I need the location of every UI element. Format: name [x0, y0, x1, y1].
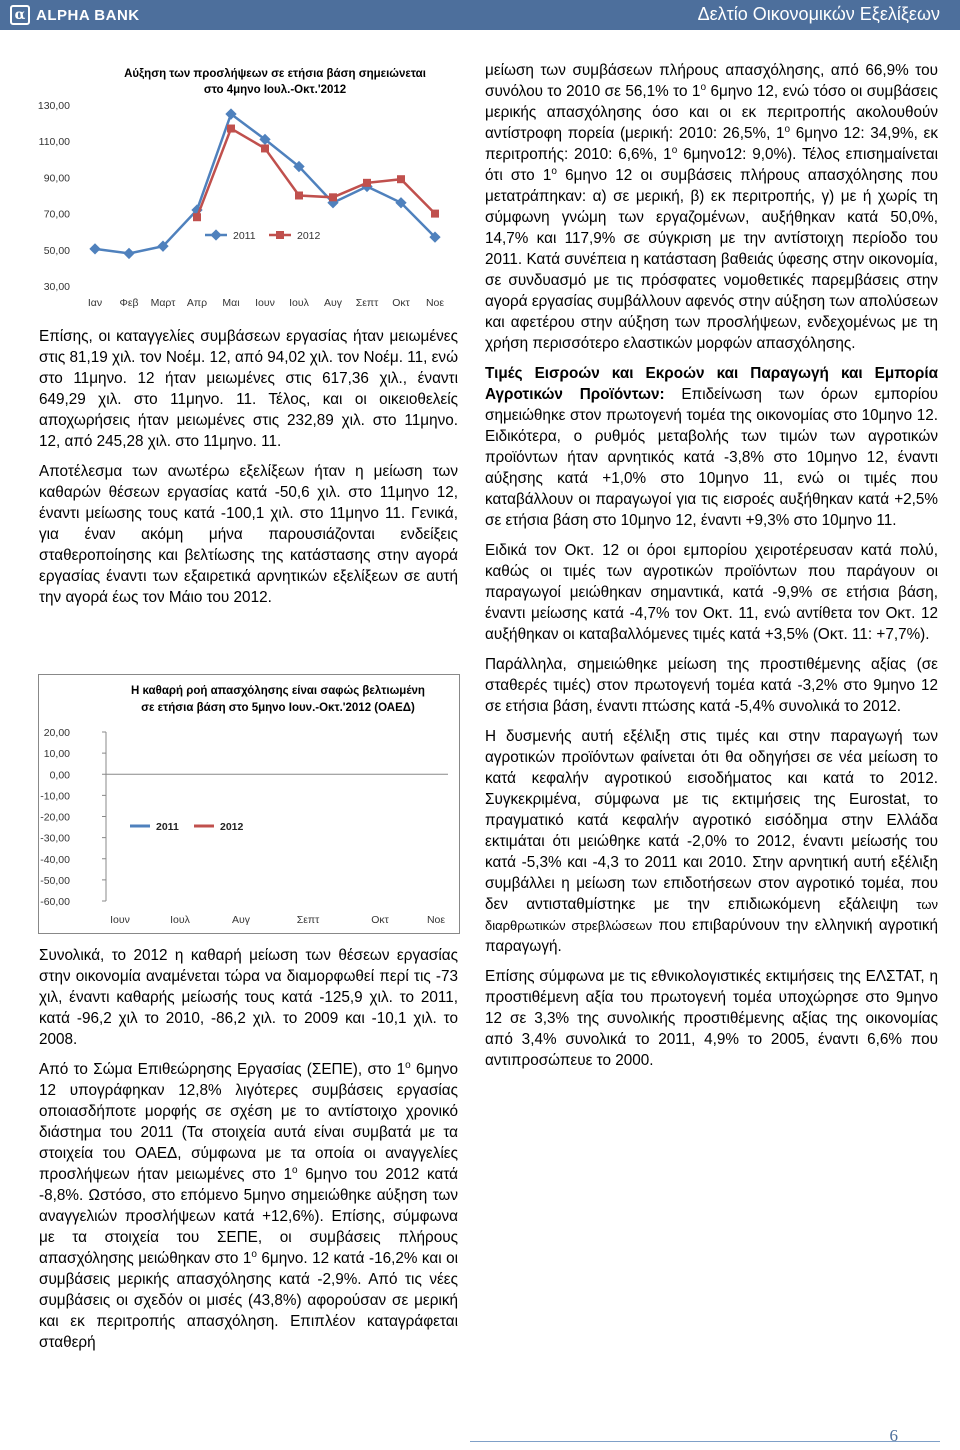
paragraph-october: Ειδικά τον Οκτ. 12 οι όροι εμπορίου χειροτέρευσαν κατά πολύ, καθώς οι τιμές των αγροτικών προϊόντων που παράγουν οι παραγωγοί μειώθηκαν σημαντικά, κατά -9,9% σε ετήσια βάση, έναντι μείωσης κατά -4,7% τον Οκτ. 11, ενώ αντίθετα τον Οκτ. 12 αυξήθηκαν οι καταβαλλόμενες τιμές κατά +3,5% (Οκτ. 11: +7,7%). [485, 542, 938, 643]
x-tick-label: Ιουλ [289, 297, 309, 309]
data-point-2012 [193, 213, 201, 221]
y-tick-label: -40,00 [40, 853, 70, 866]
x-tick-label: Νοε [426, 914, 446, 926]
footer-line [470, 1441, 940, 1442]
y-tick-label: -30,00 [40, 832, 70, 845]
sup: ο [251, 1248, 257, 1260]
x-tick-label: Ιουν [255, 297, 275, 309]
paragraph-agri-prices [485, 363, 938, 531]
data-point-2012 [431, 210, 439, 218]
data-point-2011 [123, 248, 134, 259]
data-point-2012 [295, 192, 303, 200]
alpha-logo-icon: α [10, 5, 30, 25]
document-title: Δελτίο Οικονομικών Εξελίξεων [697, 4, 940, 24]
y-tick-label: -60,00 [40, 896, 70, 908]
y-tick-label: 0,00 [49, 769, 70, 782]
y-tick-label: -50,00 [40, 874, 70, 887]
text-span: μείωση των συμβάσεων πλήρους απασχόλησης, από 66,9% του συνόλου το 2010 σε 56,1% το 1 [485, 62, 938, 100]
text-span: 6μηνο 12 οι συμβάσεις πλήρους απασχόλησης που μετατράπηκαν: α) σε μερική, β) εκ περιτροπής, γ) με ή χωρίς τη σύμφωνη γνώμη των εργαζομένων, αυξήθηκαν κατά 50,0%, 14,7% και 117,9% σε σύγκριση με την αντίστοιχη περίοδο του 2011. Κατά συνέπεια η κατάσταση βαθειάς ύφεσης στην οικονομία, σε συνδυασμό με τις πρόσφατες νομοθετικές παρεμβάσεις στην αγορά εργασίας συμβάλλουν αφενός στην αύξηση των απολύσεων και αφετέρου στην αύξηση των προσλήψεων, ενδεχομένως με τη χρήση περισσότερο ελαστικών μορφών απασχόλησης. [485, 167, 939, 352]
sup: ο [671, 144, 678, 156]
x-tick-label: Ιουν [110, 914, 130, 926]
x-tick-label: Ιουλ [170, 914, 190, 926]
text-span: 6μηνο. 12 κατά -16,2% και οι συμβάσεις μερικής απασχόλησης κατά -2,9%. Από τις νέες συμβάσεις οι σχεδόν οι μισές (43,8%) αφορούσαν σε μερική και εκ περιτροπής απασχόληση. Επιπλέον καταγράφεται σταθερή [39, 1250, 458, 1351]
x-tick-label: Απρ [186, 297, 208, 309]
x-tick-label: Οκτ [371, 914, 389, 926]
chart-title-line-1: Αύξηση των προσλήψεων σε ετήσια βάση σημειώνεται [124, 68, 426, 80]
chart-net-flow-svg [38, 674, 458, 932]
text-span: 6μηνο 12, ενώ τόσο οι συμβάσεις μερικής απασχόλησης όσο και οι εκ περιτροπής ακολουθούν αντίστροφη πορεία (μερική: 2010: 26,5%, 1 [485, 83, 938, 142]
paragraph-elstat: Επίσης σύμφωνα με τις εθνικολογιστικές εκτιμήσεις της ΕΛΣΤΑΤ, η προστιθέμενη αξία του πρωτογενή τομέα υποχώρησε στο 9μηνο 12 σε 3,3% της συνολικής προστιθέμενης αξίας της οικονομίας από 3,4% συνολικά το 2011, 4,9% το 2005, έναντι 6,6% που αντιπροσώπευε το 2000. [485, 968, 938, 1069]
text-span: 6μηνο 12 υπογράφηκαν 12,8% λιγότερες συμβάσεις εργασίας οποιασδήποτε μορφής σε σχέση με το αντίστοιχο χρονικό διάστημα του 2011 (Τα στοιχεία αυτά είναι συμβατά με τα στοιχεία του ΟΑΕΔ, σύμφωνα με τα οποία οι αναγγελίες προσλήψεων ήταν μειωμένες στο 1 [39, 1061, 458, 1183]
text-span: 6μηνο12: 9,0%). Τέλος επισημαίνεται ότι στο 1 [485, 146, 938, 184]
text-span-small: των διαρθρωτικών στρεβλώσεων [485, 897, 938, 933]
right-column [485, 60, 938, 1080]
chart-hires [30, 60, 460, 310]
left-column-bottom [39, 945, 458, 1362]
text-span: 6μηνο 12: 34,9%, εκ περιτροπής: 2010: 6,6%, 1 [485, 125, 938, 163]
y-tick-label: 10,00 [43, 748, 70, 761]
paragraph-value-added: Παράλληλα, σημειώθηκε μείωση της προστιθέμενης αξίας (σε σταθερές τιμές) στον πρωτογενή τομέα κατά -3,2% στο 9μηνο 12 σε ετήσια βάση, έναντι πτώσης κατά -5,4% συνολικά το 2012. [485, 656, 938, 715]
text-span: 6μηνο του 2012 κατά -8,8%. Ωστόσο, στο επόμενο 5μηνο σημειώθηκε αύξηση των αναγγελιών προσλήψεων κατά +12,6%). Επίσης, σύμφωνα με τα στοιχεία του ΣΕΠΕ, οι συμβάσεις πλήρους απασχόλησης μειώθηκαν στο 1 [39, 1166, 459, 1267]
x-tick-label: Σεπτ [355, 297, 379, 309]
x-tick-label: Οκτ [392, 297, 410, 309]
x-tick-label: Μαρτ [150, 297, 176, 309]
text-span: Η δυσμενής αυτή εξέλιξη στις τιμές και στην παραγωγή των αγροτικών προϊόντων φαίνεται ότι θα οδηγήσει σε νέα μείωση το κατά κεφαλήν αγροτικού εισοδήματος και κατά το 2012. Συγκεκριμένα, σύμφωνα με τις εκτιμήσεις της Eurostat, το πραγματικό κατά κεφαλήν αγροτικό εισόδημα στην Ελλάδα εκτιμάται ότι μειώθηκε κατά -2,0% το 2012, έναντι μείωσής του κατά -5,3% και -4,3 το 2011 και 2010. Στην αρνητική αυτή εξέλιξη συμβάλλει η μείωση των επιδοτήσεων στον αγροτικό τομέα, που δεν αντισταθμίστηκε με την επιδιωκόμενη εξάλειψη [485, 728, 938, 913]
y-tick-label: 90,00 [43, 172, 70, 185]
chart-title-line-1: Η καθαρή ροή απασχόλησης είναι σαφώς βελτιωμένη [131, 685, 425, 697]
y-tick-label: 130,00 [37, 100, 70, 112]
chart-hires-svg [30, 60, 460, 310]
paragraph-contracts [485, 60, 938, 354]
text-span: που επιβαρύνουν την ελληνική αγροτική παραγωγή. [485, 917, 938, 955]
paragraph-sepe [39, 1059, 458, 1353]
y-tick-label: 110,00 [38, 136, 70, 149]
sup: ο [551, 165, 557, 177]
left-column-top [39, 326, 458, 617]
page-number: 6 [889, 1426, 898, 1445]
data-point-2012 [227, 125, 235, 133]
x-tick-label: Σεπτ [296, 914, 320, 926]
legend-marker-2012 [276, 231, 284, 239]
legend-label-2012: 2012 [297, 230, 321, 242]
paragraph-net-jobs: Αποτέλεσμα των ανωτέρω εξελίξεων ήταν η μείωση των καθαρών θέσεων εργασίας κατά -50,6 χιλ. στο 11μηνο 12, έναντι μείωσης τους κατά -100,1 χιλ. στο 11μηνο 11. Γενικά, για έναν ακόμη μήνα παρουσιάζονται ενδείξεις σταθεροποίησης και βελτίωσης της κατάστασης στην αγορά εργασίας έναντι των εξαιρετικά αρνητικών εξελίξεων σε αυτή την αγορά έως τον Μάιο του 2012. [39, 463, 458, 606]
sup: ο [292, 1164, 298, 1176]
paragraph-2012-forecast: Συνολικά, το 2012 η καθαρή μείωση των θέσεων εργασίας στην οικονομία αναμένεται τώρα να διαμορφωθεί περί τις -73 χιλ, έναντι καθαρής μείωσής τους κατά -125,9 χιλ. το 2011, κατά -96,2 χιλ το 2010, -86,2 χιλ. το 2009 και -10,1 χιλ. το 2008. [39, 947, 458, 1048]
data-point-2012 [261, 144, 269, 152]
y-tick-label: 50,00 [43, 244, 70, 257]
section-heading-agri: Τιμές Εισροών και Εκροών και Παραγωγή και Εμπορία Αγροτικών Προϊόντων: [485, 365, 938, 403]
y-tick-label: -20,00 [40, 811, 70, 824]
header-bar [0, 0, 960, 30]
x-tick-label: Ιαν [87, 297, 103, 309]
y-tick-label: 70,00 [43, 208, 70, 221]
y-tick-label: -10,00 [40, 790, 70, 803]
chart-net-flow [38, 674, 458, 932]
legend-marker-2011 [210, 229, 221, 240]
sup: ο [784, 123, 791, 135]
x-tick-label: Αυγ [232, 914, 250, 926]
data-point-2012 [363, 179, 371, 187]
y-tick-label: 20,00 [43, 727, 70, 739]
logo-text: ALPHA BANK [36, 6, 140, 24]
data-point-2011 [89, 243, 100, 254]
y-tick-label: 30,00 [43, 281, 70, 293]
legend-label-2011: 2011 [156, 821, 179, 833]
chart-title-line-2: σε ετήσια βάση στο 5μηνο Ιουν.-Οκτ.'2012 (ΟΑΕΔ) [141, 702, 415, 714]
x-tick-label: Φεβ [119, 297, 139, 309]
data-point-2012 [397, 175, 405, 183]
legend-label-2011: 2011 [233, 230, 256, 242]
text-span: Από το Σώμα Επιθεώρησης Εργασίας (ΣΕΠΕ), στο 1 [39, 1061, 406, 1078]
x-tick-label: Μαι [222, 297, 240, 309]
data-point-2012 [329, 193, 337, 201]
paragraph-dismissals: Επίσης, οι καταγγελίες συμβάσεων εργασίας ήταν μειωμένες στις 81,19 χιλ. τον Νοέμ. 12, από 94,02 χιλ. τον Νοέμ. 11, ενώ στο 11μηνο. 12 ήταν μειωμένες στις 617,36 χιλ., έναντι 649,29 χιλ. στο 11μηνο. 11. Τέλος, και οι οικειοθελείς αποχωρήσεις ήταν μειωμένες στις 232,89 χιλ. στο 11μηνο. 12, από 245,28 χιλ. στο 11μηνο. 11. [39, 328, 459, 450]
alpha-bank-logo [10, 3, 140, 27]
text-span: Επιδείνωση των όρων εμπορίου σημειώθηκε στον πρωτογενή τομέα της οικονομίας στο 10μηνο 12. Ειδικότερα, ο ρυθμός μεταβολής των τιμών των αγροτικών προϊόντων ήταν αρνητικός κατά -3,8% στο 10μηνο 12, έναντι αύξησης κατά +1,0% στο 10μηνο 11, ενώ οι τιμές που καταβάλλουν οι παραγωγοί για τις εισροές αυξήθηκαν κατά +2,5% σε ετήσια βάση στο 10μηνο 12, έναντι +9,3% στο 10μηνο 11. [485, 386, 938, 529]
x-tick-label: Νοε [425, 297, 445, 309]
chart-title-line-2: στο 4μηνο Ιουλ.-Οκτ.'2012 [203, 84, 347, 96]
sup: ο [405, 1059, 411, 1071]
legend-label-2012: 2012 [220, 821, 244, 833]
sup: ο [700, 81, 706, 93]
paragraph-agri-income [485, 726, 938, 957]
x-tick-label: Αυγ [324, 297, 342, 309]
